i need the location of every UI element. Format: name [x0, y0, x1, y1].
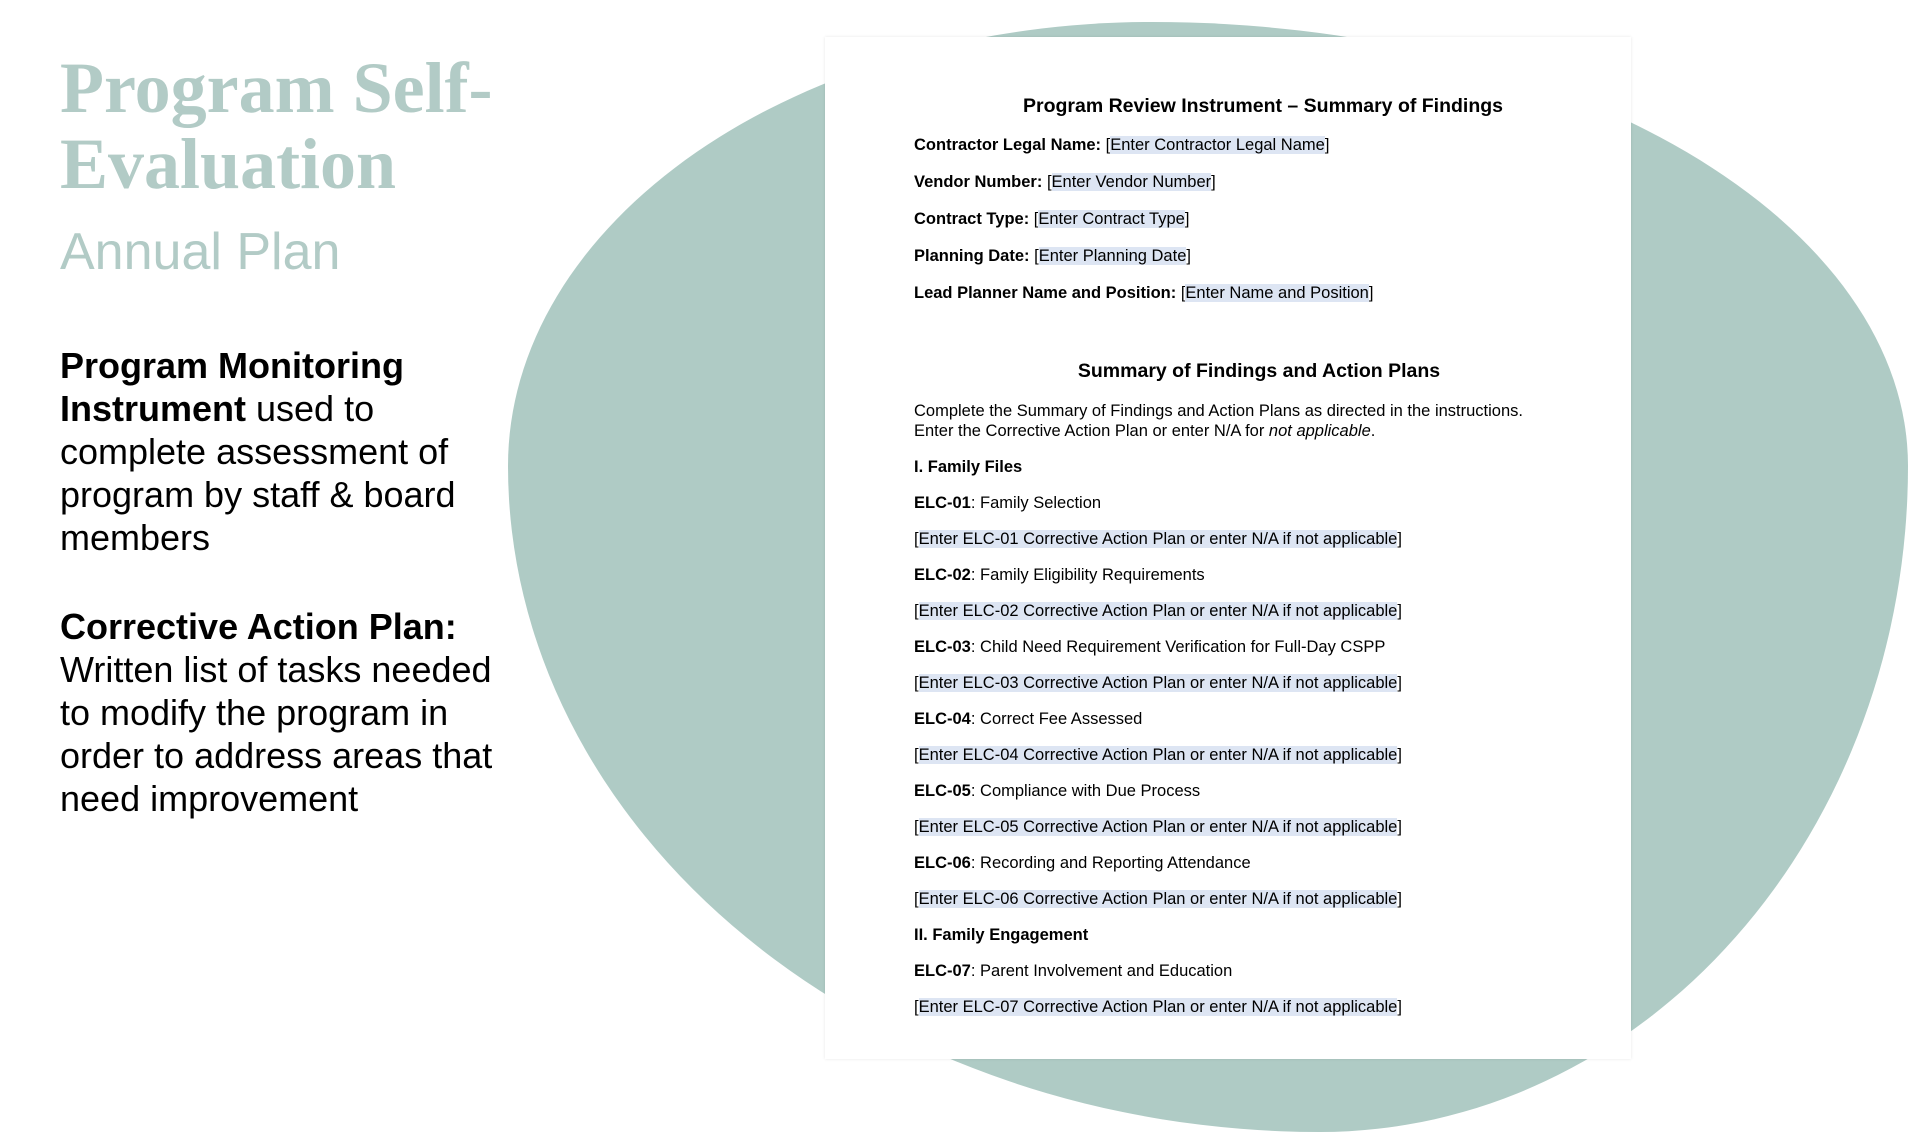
field-label: Vendor Number: — [914, 173, 1043, 191]
finding-code: ELC-04 — [914, 710, 971, 728]
instructions-line-2: Enter the Corrective Action Plan or enter N/A for — [914, 422, 1269, 440]
instructions-text — [914, 401, 1604, 441]
field-label: Contract Type: — [914, 210, 1030, 228]
finding-elc-06 — [914, 853, 1604, 873]
corrective-action-paragraph — [60, 605, 510, 820]
finding-elc-01 — [914, 493, 1604, 513]
action-plan-elc-07: [Enter ELC-07 Corrective Action Plan or enter N/A if not applicable] — [914, 998, 1402, 1016]
action-plan-placeholder[interactable]: Enter ELC-07 Corrective Action Plan or enter N/A if not applicable — [918, 998, 1398, 1016]
action-plan-elc-06: [Enter ELC-06 Corrective Action Plan or enter N/A if not applicable] — [914, 890, 1402, 908]
section-family-files: I. Family Files — [914, 458, 1023, 476]
program-monitoring-term: Program Monitoring Instrument — [60, 345, 404, 429]
action-plan-elc-03: [Enter ELC-03 Corrective Action Plan or enter N/A if not applicable] — [914, 674, 1402, 692]
action-plan-placeholder[interactable]: Enter ELC-03 Corrective Action Plan or enter N/A if not applicable — [918, 674, 1398, 692]
finding-title: : Family Eligibility Requirements — [970, 566, 1205, 584]
field-contractor-legal-name: Contractor Legal Name: [Enter Contractor Legal Name] — [914, 136, 1330, 154]
document-page — [825, 37, 1631, 1059]
field-vendor-number: Vendor Number: [Enter Vendor Number] — [914, 173, 1216, 191]
action-plan-placeholder[interactable]: Enter ELC-06 Corrective Action Plan or enter N/A if not applicable — [918, 890, 1398, 908]
finding-elc-04 — [914, 709, 1604, 729]
program-monitoring-paragraph — [60, 344, 510, 559]
finding-code: ELC-05 — [914, 782, 971, 800]
finding-elc-02 — [914, 565, 1604, 585]
finding-code: ELC-06 — [914, 854, 971, 872]
finding-title: : Correct Fee Assessed — [970, 710, 1143, 728]
action-plan-placeholder[interactable]: Enter ELC-05 Corrective Action Plan or enter N/A if not applicable — [918, 818, 1398, 836]
finding-code: ELC-02 — [914, 566, 971, 584]
action-plan-elc-05: [Enter ELC-05 Corrective Action Plan or enter N/A if not applicable] — [914, 818, 1402, 836]
field-placeholder[interactable]: Enter Contractor Legal Name — [1110, 136, 1325, 154]
finding-title: : Parent Involvement and Education — [970, 962, 1233, 980]
field-placeholder[interactable]: Enter Planning Date — [1038, 247, 1187, 265]
action-plan-placeholder[interactable]: Enter ELC-04 Corrective Action Plan or enter N/A if not applicable — [918, 746, 1398, 764]
action-plan-elc-02: [Enter ELC-02 Corrective Action Plan or enter N/A if not applicable] — [914, 602, 1402, 620]
action-plan-placeholder[interactable]: Enter ELC-02 Corrective Action Plan or enter N/A if not applicable — [918, 602, 1398, 620]
action-plan-elc-01: [Enter ELC-01 Corrective Action Plan or enter N/A if not applicable] — [914, 530, 1402, 548]
field-label: Planning Date: — [914, 247, 1030, 265]
action-plan-placeholder[interactable]: Enter ELC-01 Corrective Action Plan or enter N/A if not applicable — [918, 530, 1398, 548]
finding-code: ELC-07 — [914, 962, 971, 980]
finding-title: : Family Selection — [970, 494, 1102, 512]
finding-elc-07 — [914, 961, 1604, 981]
finding-code: ELC-01 — [914, 494, 971, 512]
field-placeholder[interactable]: Enter Name and Position — [1185, 284, 1369, 302]
summary-heading: Summary of Findings and Action Plans — [1077, 360, 1441, 382]
finding-code: ELC-03 — [914, 638, 971, 656]
instructions-line-1: Complete the Summary of Findings and Action Plans as directed in the instructions. — [914, 402, 1523, 420]
finding-title: : Child Need Requirement Verification for Full-Day CSPP — [970, 638, 1386, 656]
field-placeholder[interactable]: Enter Vendor Number — [1051, 173, 1212, 191]
section-family-engagement: II. Family Engagement — [914, 926, 1089, 944]
field-placeholder[interactable]: Enter Contract Type — [1038, 210, 1185, 228]
action-plan-elc-04: [Enter ELC-04 Corrective Action Plan or enter N/A if not applicable] — [914, 746, 1402, 764]
instructions-italic: not applicable — [1268, 422, 1371, 440]
finding-elc-03 — [914, 637, 1604, 657]
slide-subtitle: Annual Plan — [60, 223, 341, 281]
corrective-action-description: Written list of tasks needed to modify the program in order to address areas that need improvement — [60, 649, 493, 819]
field-label: Lead Planner Name and Position: — [914, 284, 1177, 302]
slide-title: Program Self-Evaluation — [60, 48, 493, 204]
field-contract-type: Contract Type: [Enter Contract Type] — [914, 210, 1190, 228]
field-label: Contractor Legal Name: — [914, 136, 1102, 154]
finding-title: : Recording and Reporting Attendance — [970, 854, 1251, 872]
document-heading: Program Review Instrument – Summary of Findings — [1022, 95, 1504, 117]
slide-text-panel — [60, 50, 510, 820]
finding-elc-05 — [914, 781, 1604, 801]
program-monitoring-description: used to complete assessment of program by staff & board members — [60, 388, 456, 558]
field-planning-date: Planning Date: [Enter Planning Date] — [914, 247, 1191, 265]
finding-title: : Compliance with Due Process — [970, 782, 1201, 800]
field-lead-planner: Lead Planner Name and Position: [Enter Name and Position] — [914, 284, 1374, 302]
instructions-period: . — [1370, 422, 1376, 440]
corrective-action-term: Corrective Action Plan: — [60, 606, 457, 647]
document-content — [914, 95, 1604, 1017]
